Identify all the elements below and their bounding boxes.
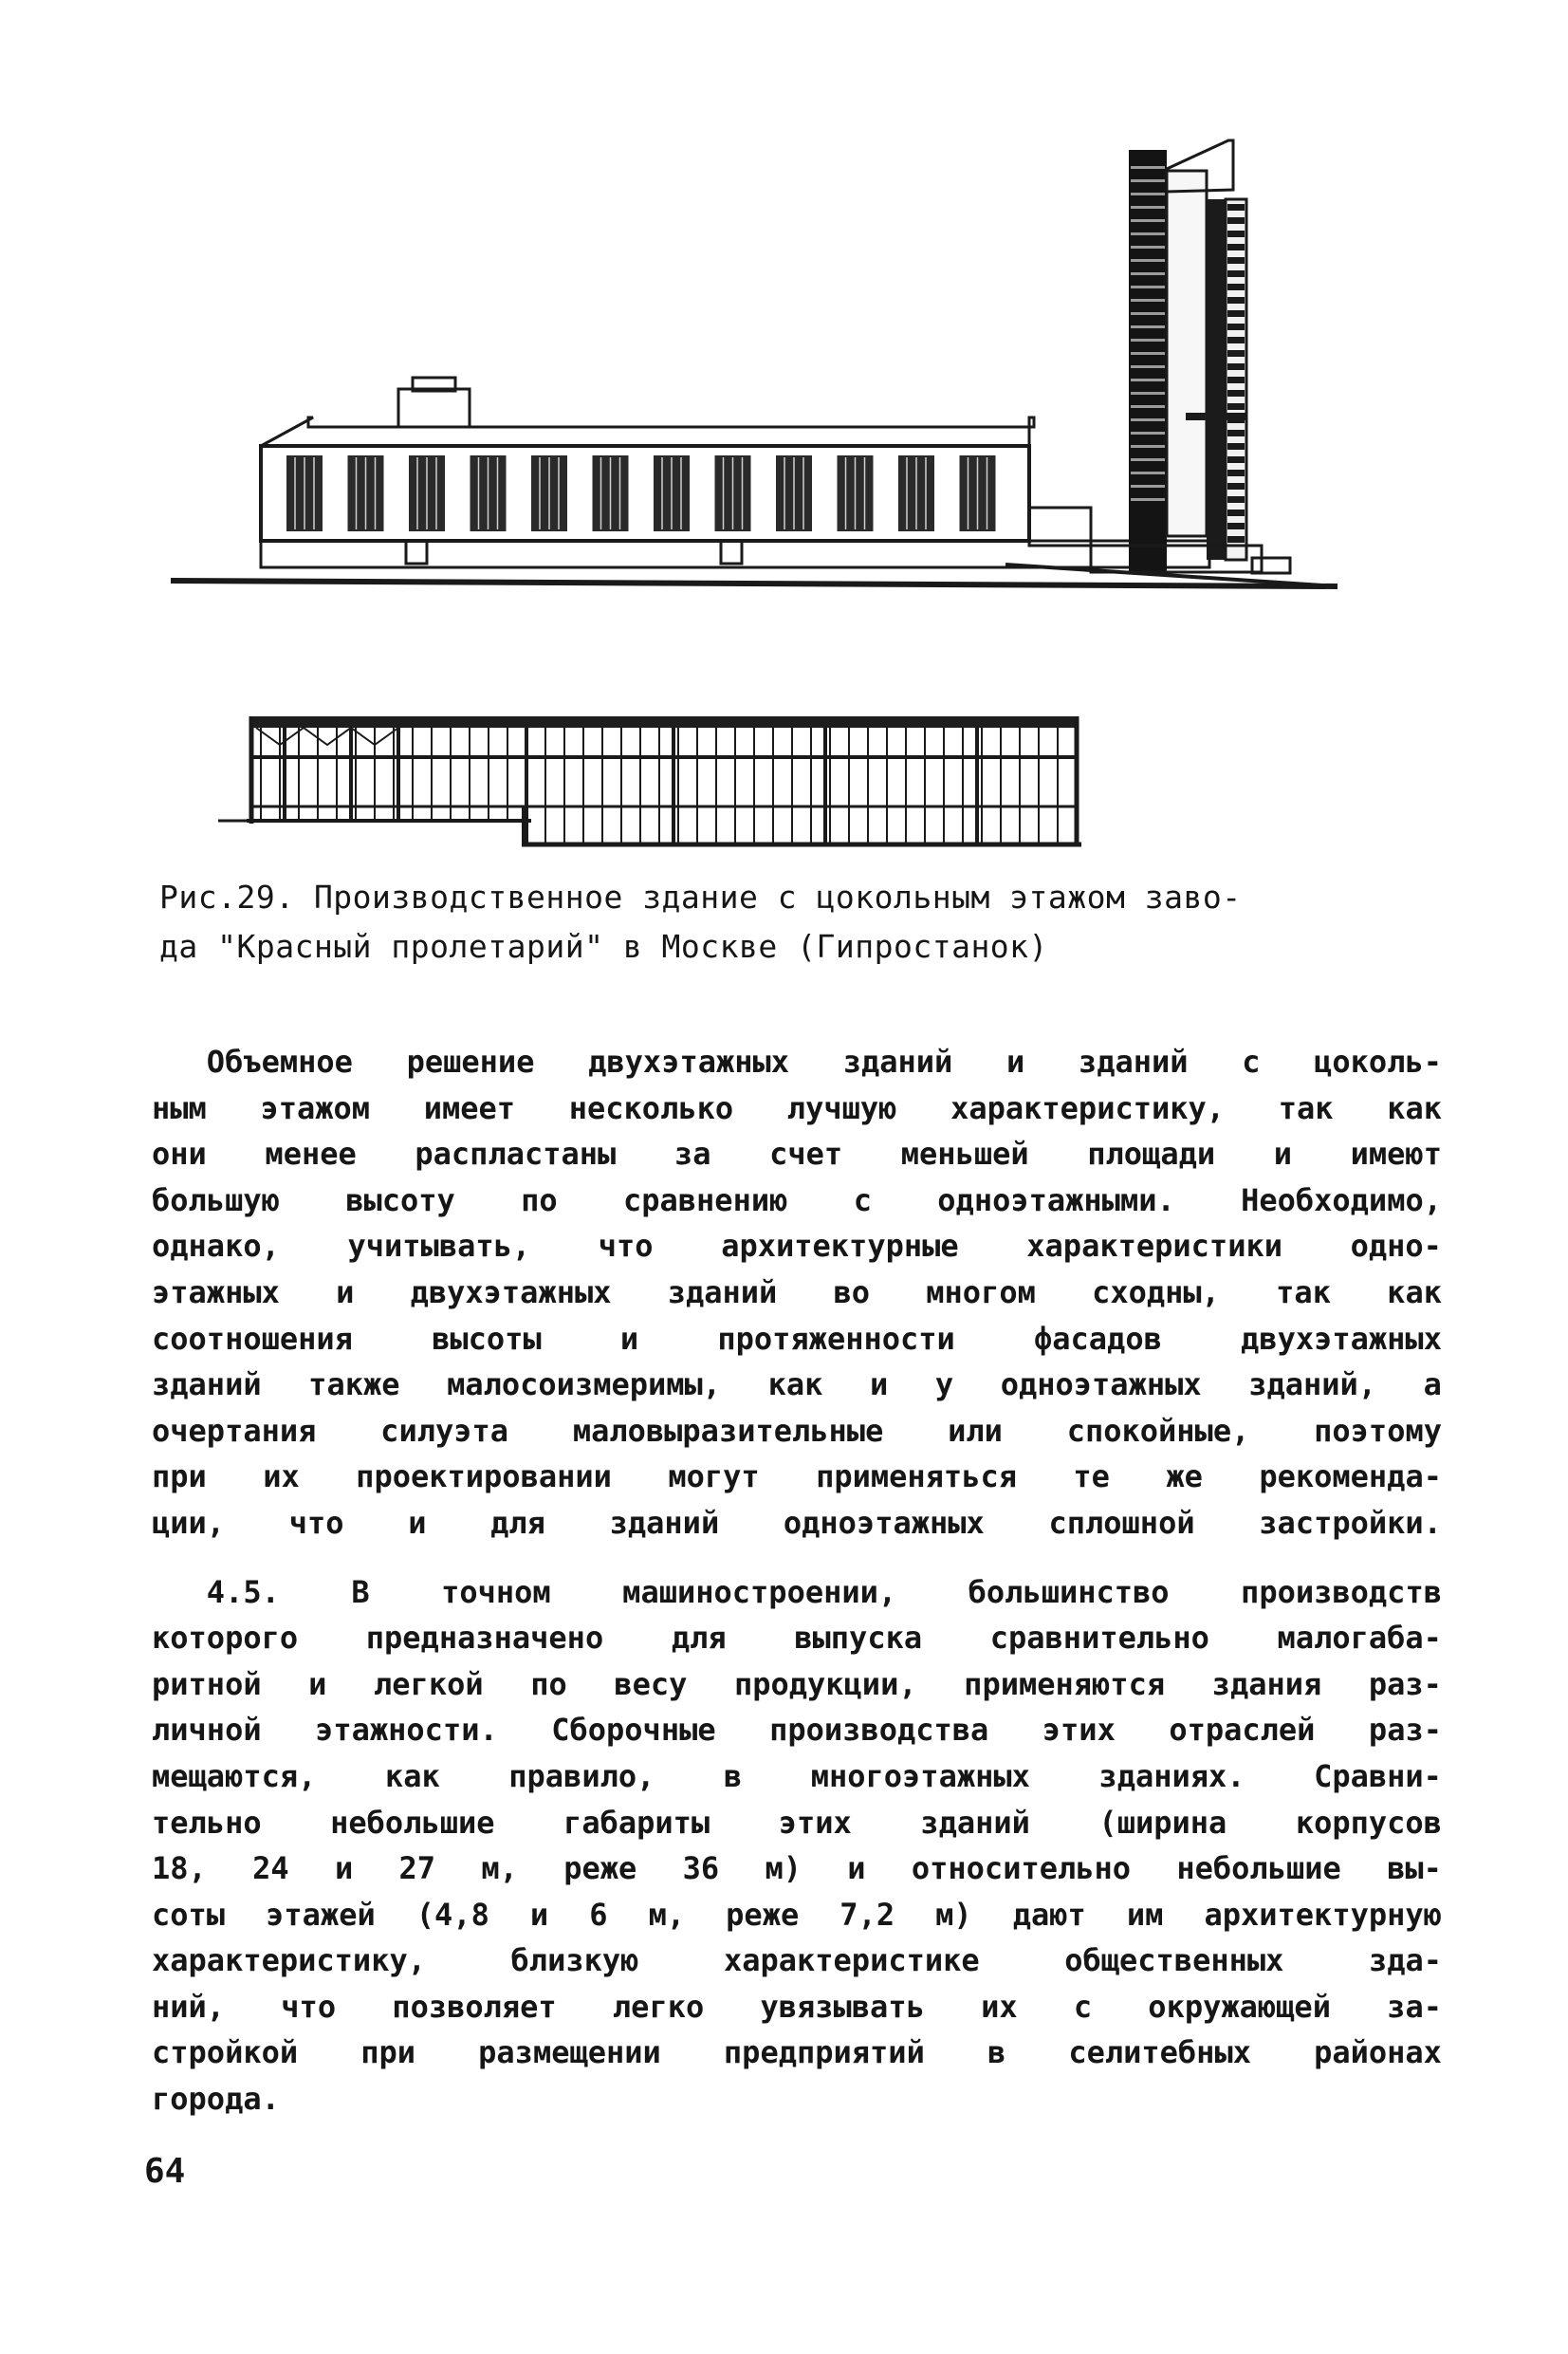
word: 18, [152,1850,207,1887]
word: несколько [568,1089,734,1126]
word: однако, [152,1228,280,1265]
text-line [152,1753,1442,1800]
word: соотношения [152,1320,353,1357]
word: габариты [563,1804,710,1841]
word: фасадов [1033,1320,1162,1357]
word: Сборочные [551,1712,716,1749]
word: архитектурные [721,1228,959,1265]
word: и [408,1504,427,1541]
word: 36 [682,1850,720,1887]
figure-caption [159,873,1449,972]
word: и [334,1850,354,1887]
word: одно- [1350,1228,1442,1265]
word: многом [926,1273,1036,1310]
text-line [152,1223,1442,1270]
word: машиностроении, [622,1573,897,1610]
word: выпуска [794,1620,923,1657]
text-line [152,1085,1442,1132]
word: и [1005,1044,1025,1080]
word: предназначено [365,1620,604,1657]
word: застройки. [1259,1504,1442,1541]
word: 6 [589,1896,608,1933]
word: мещаются, [152,1757,317,1794]
word: относительно [911,1850,1132,1887]
text-line [152,1661,1442,1708]
word: в [987,2034,1006,2071]
word: (ширина [1098,1804,1227,1841]
word: ний, [152,1988,226,2025]
word: менее [265,1136,357,1173]
text-line [152,1454,1442,1500]
word: малосоизмеримы, [447,1366,722,1403]
word: меньшей [900,1136,1029,1173]
word: районах [1314,2034,1442,2071]
word: характеристику, [152,1942,426,1979]
word: которого [152,1620,299,1657]
word: характеристику, [950,1089,1226,1126]
factory-cross-section [218,702,1100,863]
word: 4.5. [152,1573,280,1610]
text-line [152,1845,1442,1892]
word: как [767,1366,823,1403]
word: небольшие [330,1804,495,1841]
word: проектировании [356,1458,612,1495]
word: близкую [510,1942,639,1979]
word: этих [778,1804,852,1841]
word: (4,8 [415,1896,489,1933]
word: их [981,1988,1018,2025]
word: или [948,1412,1003,1449]
text-line [152,2030,1442,2076]
word: здания [1211,1665,1322,1702]
word: в [723,1757,743,1794]
word: что [281,1988,337,2025]
word: учитывать, [347,1228,531,1265]
word: зданий [1078,1044,1189,1080]
word: отраслей [1169,1712,1316,1749]
word: счет [769,1136,843,1173]
word: двухэтажных [1241,1320,1442,1357]
word: зданий [667,1273,778,1310]
word: этажей [266,1896,376,1933]
word: они [152,1136,207,1173]
word: ции, [152,1504,226,1541]
word: раз- [1368,1665,1442,1702]
word: за- [1387,1988,1442,2025]
text-line [152,1408,1442,1455]
word: этажных [152,1273,280,1310]
word: распластаны [415,1136,617,1173]
word: 27 [398,1850,436,1887]
word: м, [648,1896,686,1933]
word: и [870,1366,889,1403]
text-line [152,1131,1442,1177]
word: у [934,1366,954,1403]
word: стройкой [152,2034,299,2071]
text-line [152,1270,1442,1316]
word: одноэтажных [783,1504,985,1541]
word: зданий [609,1504,720,1541]
word: имеет [423,1089,516,1126]
page-number: 64 [144,2152,186,2191]
word: размещении [478,2034,661,2071]
word: города. [152,2081,280,2118]
word: общественных [1064,1942,1284,1979]
word: что [288,1504,344,1541]
text-line [152,1316,1442,1362]
word: по [521,1181,558,1218]
word: ритной [152,1665,262,1702]
word: увязывать [760,1988,925,2025]
word: производства [769,1712,989,1749]
word: с [853,1181,872,1218]
word: же [1166,1458,1203,1495]
word: легкой [374,1665,484,1702]
word: цоколь- [1314,1044,1442,1080]
word: и [308,1665,327,1702]
text-line [152,2076,1442,2122]
word: зданий [920,1804,1030,1841]
word: высоты [432,1320,542,1357]
word: окружающей [1148,1988,1331,2025]
word: могут [668,1458,760,1495]
word: те [1073,1458,1110,1495]
text-line [152,1177,1442,1224]
word: маловыразительные [572,1412,884,1449]
word: правило, [508,1757,655,1794]
word: по [530,1665,567,1702]
word: поэтому [1314,1412,1442,1449]
word: их [263,1458,300,1495]
text-line [152,1937,1442,1984]
word: высоту [345,1181,455,1218]
word: архитектурную [1204,1896,1442,1933]
word: одноэтажными. [937,1181,1175,1218]
caption-line: Рис.29. Производственное здание с цокольным этажом заво- [159,879,1242,916]
word: спокойные, [1066,1412,1250,1449]
word: Сравни- [1314,1757,1442,1794]
word: площади [1087,1136,1216,1173]
text-line [152,1615,1442,1661]
word: для [490,1504,545,1541]
word: лучшую [786,1089,897,1126]
word: сравнительно [989,1620,1209,1657]
word: также [308,1366,400,1403]
text-line [152,1707,1442,1753]
word: сравнению [622,1181,788,1218]
factory-elevation-drawing [171,133,1337,607]
word: тельно [152,1804,262,1841]
word: и [529,1896,549,1933]
word: соты [152,1896,226,1933]
word: зданий [152,1366,262,1403]
word: В [351,1573,370,1610]
word: как [384,1757,440,1794]
caption-line: да "Красный пролетарий" в Москве (Гипростанок) [159,928,1048,965]
word: применяются [964,1665,1166,1702]
word: раз- [1368,1712,1442,1749]
word: протяженности [717,1320,955,1357]
word: силуэта [380,1412,509,1449]
word: корпусов [1295,1804,1442,1841]
text-line [152,1039,1442,1085]
word: весу [614,1665,688,1702]
word: реже [726,1896,800,1933]
word: малогаба- [1277,1620,1442,1657]
word: продукции, [733,1665,917,1702]
word: для [671,1620,727,1657]
word: зда- [1368,1942,1442,1979]
word: этих [1042,1712,1116,1749]
word: решение [406,1044,535,1080]
word: с [1073,1988,1093,2025]
text-line [152,1800,1442,1846]
paragraph [152,1569,1442,2122]
word: применяться [816,1458,1017,1495]
word: им [1126,1896,1164,1933]
word: зданий [842,1044,953,1080]
word: одноэтажных [1000,1366,1202,1403]
word: а [1423,1366,1442,1403]
word: этажом [260,1089,371,1126]
word: этажности. [315,1712,498,1749]
word: рекоменда- [1259,1458,1442,1495]
text-line [152,1892,1442,1938]
word: как [1387,1273,1442,1310]
word: с [1242,1044,1261,1080]
word: 24 [252,1850,289,1887]
word: и [619,1320,639,1357]
word: селитебных [1068,2034,1251,2071]
word: при [152,1458,207,1495]
word: личной [152,1712,262,1749]
word: во [833,1273,871,1310]
word: и [847,1850,866,1887]
word: многоэтажных [810,1757,1030,1794]
word: сплошной [1048,1504,1195,1541]
word: дают [1012,1896,1086,1933]
text-line [152,1362,1442,1408]
text-line [152,1984,1442,2030]
word: так [1278,1089,1334,1126]
word: характеристики [1026,1228,1282,1265]
word: за [673,1136,711,1173]
word: при [360,2034,416,2071]
word: что [598,1228,654,1265]
word: зданий, [1248,1366,1377,1403]
word: точном [441,1573,551,1610]
word: как [1387,1089,1442,1126]
word: и [1273,1136,1292,1173]
word: очертания [152,1412,317,1449]
word: Необходимо, [1241,1181,1442,1218]
word: большую [152,1181,280,1218]
word: 7,2 [839,1896,895,1933]
word: м, [481,1850,518,1887]
paragraph [152,1039,1442,1547]
text-line [152,1569,1442,1616]
text-line [152,1500,1442,1547]
word: производств [1241,1573,1442,1610]
word: небольшие [1176,1850,1341,1887]
word: Объемное [152,1044,353,1080]
word: легко [612,1988,705,2025]
word: вы- [1387,1850,1442,1887]
word: характеристике [723,1942,980,1979]
word: м) [935,1896,972,1933]
word: имеют [1350,1136,1442,1173]
word: зданиях. [1098,1757,1245,1794]
body-text [152,1039,1442,2122]
word: двухэтажных [588,1044,790,1080]
word: позволяет [392,1988,557,2025]
word: ным [152,1089,207,1126]
word: так [1276,1273,1331,1310]
word: реже [563,1850,637,1887]
word: сходны, [1092,1273,1220,1310]
word: большинство [968,1573,1170,1610]
paragraph-gap [152,1547,1442,1569]
word: м) [765,1850,802,1887]
word: двухэтажных [410,1273,612,1310]
word: предприятий [723,2034,925,2071]
word: и [336,1273,355,1310]
